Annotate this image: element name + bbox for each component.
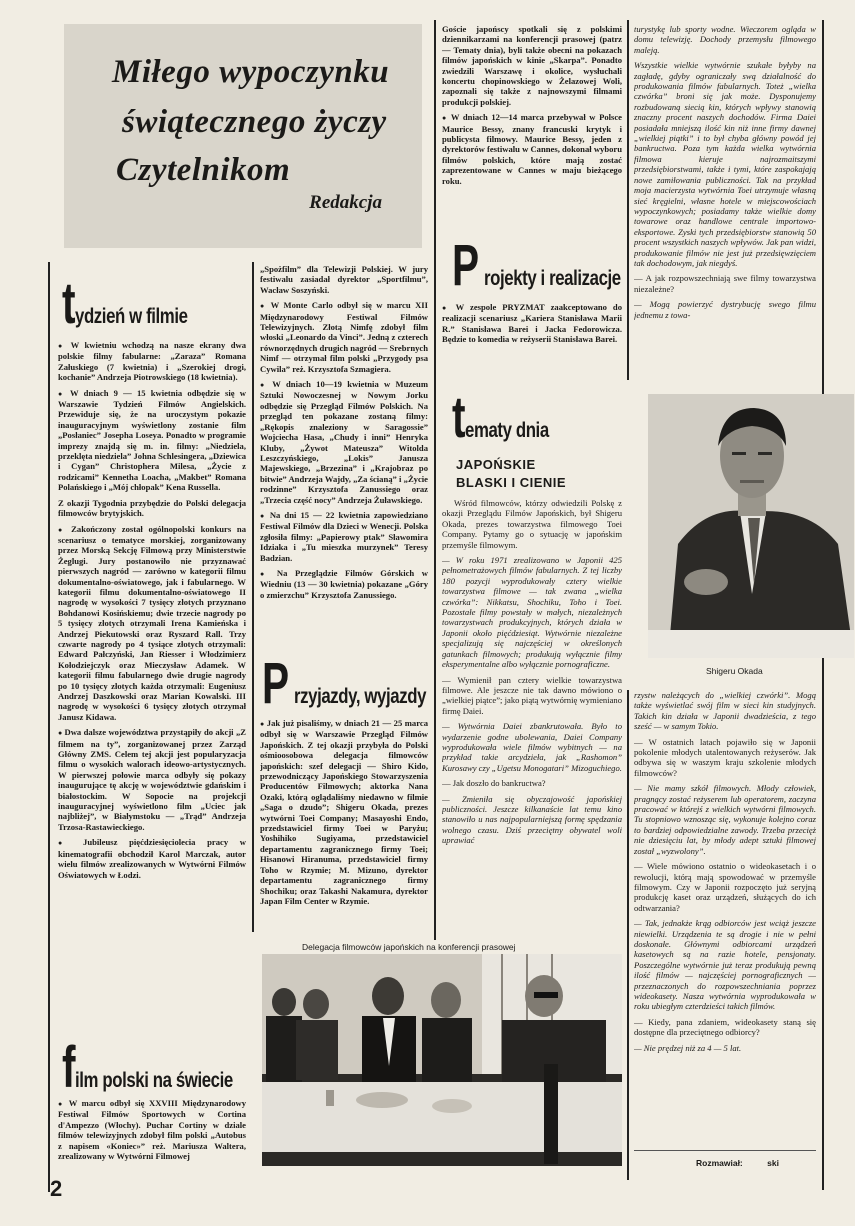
heading-initial: P xyxy=(262,651,289,716)
interview-answer: — Tak, jednakże krąg odbiorców jest wciąż jeszcze niewielki. Urządzenia te są drogie i nie w pełni doskonałe. Głównymi odbiorcami urządzeń kasetowych są na razie hotele, pensjonaty. Poszczególne wytwórnie już teraz produkują pewną ilość filmów — najczęściej pornograficznych — przeznaczonych do rozpowszechniania poprzez wideokasety. Nasza wytwórnia wyprodukowała w roku ubiegłym czterdzieści takich filmów. xyxy=(634,918,816,1012)
interview-intro: Wśród filmowców, którzy odwiedzili Polskę z okazji Przeglądu Filmów Japońskich, był Shigeru Okada, prezes towarzystwa filmowego Toei Company. Pytamy go o sytuację w japońskim przemyśle filmowym. xyxy=(442,498,622,550)
greeting-line-2: świątecznego życzy xyxy=(122,104,387,140)
news-paragraph: ● Dwa dalsze województwa przystąpiły do akcji „Z filmem na ty”, zorganizowanej przez Zarząd Główny ZMS. Celem tej akcji jest popularyzacja filmu o wysokich walorach ideowo-artystycznych. W pierwszej połowie marca odbyły się pokazy inaugurujące tę akcję w województwie gdańskim i białostockim. W Sopocie na projekcji inauguracyjnej wyświetlono film „Uciec jak najbliżej”, w Białymstoku — „Trąd” Andrzeja Trzosa-Rastawieckiego. xyxy=(58,727,246,832)
news-paragraph: ● W zespole PRYZMAT zaakceptowano do realizacji scenariusz „Kariera Stanisława Marii R.” Stanisława Barei i Jacka Fedorowicza. Będzie to komedia w reżyserii Stanisława Barei. xyxy=(442,302,622,345)
news-paragraph: ● W marcu odbył się XXVIII Międzynarodowy Festiwal Filmów Sportowych w Cortina d'Ampezzo (Włochy). Puchar Cortiny w dziale filmów telewizyjnych zdobył film polski „Autobus z napisem «Koniec»” reż. Mariusza Waltera, zrealizowany w Wytwórni Filmowej xyxy=(58,1098,246,1161)
interview-answer: — Zmieniła się obyczajowość japońskiej publiczności. Jeszcze kilkanaście lat temu kino stanowiło u nas najpopularniejszą formę spędzania wolnego czasu. Dziś przeciętny obywatel woli uprawiać xyxy=(442,793,622,846)
signoff-rule xyxy=(634,1150,816,1151)
column-projects xyxy=(442,302,622,364)
column-rule-2 xyxy=(434,20,436,940)
heading-text: rzyjazdy, wyjazdy xyxy=(294,685,427,708)
column-festivals xyxy=(260,264,428,620)
interview-question: — Kiedy, pana zdaniem, wideokasety staną się dostępne dla przeciętnego odbiorcy? xyxy=(634,1016,816,1038)
news-paragraph: ● W dniach 12—14 marca przebywał w Polsce Maurice Bessy, znany francuski krytyk i publicysta filmowy. Maurice Bessy, jeden z dyrektorów festiwalu w Cannes, dokonał wyboru filmów polskich, które mają zostać zaprezentowane w Cannes w maju bieżącego roku. xyxy=(442,112,622,186)
portrait-photo xyxy=(648,394,854,658)
heading-text: rojekty i realizacje xyxy=(484,267,621,290)
heading-initial: t xyxy=(62,271,76,336)
group-photo-caption: Delegacja filmowców japońskich na konferencji prasowej xyxy=(302,942,516,952)
news-paragraph: Z okazji Tygodnia przybędzie do Polski delegacja filmowców brytyjskich. xyxy=(58,497,246,519)
heading-initial: t xyxy=(452,385,466,450)
interview-answer: — Nie mamy szkół filmowych. Młody człowiek, pragnący zostać reżyserem lub operatorem, zaczyna pracować w którejś z wielkich wytwórni filmowych. Tu stopniowo wznosząc się, wykonuje kolejno coraz to bardziej odpowiedzialne zawody. Trzeba przecięż nie dziesięciu lat, by młody adept sztuki filmowej został „wyzwolony”. xyxy=(634,783,816,856)
interview-answer: Wszystkie wielkie wytwórnie szukałe byłyby na zagładę, gdyby ograniczały swą działalność do produkowania filmów fabularnych. Toteż „wielka czwórka” broni się jak może. Dysponujemy rozbudowaną siecią kin, których wpływy stanowią znaczny procent naszych dochodów. Firma Daiei posiadała mniejszą ilość kin niż inne firmy dawnej „wielkiej piątki” i to był chyba główny powód jej bankructwa. Poza tym każda wielka wytwórnia filmowa kieruje najrozmaitszymi przedsiębiorstwami, także i tymi, które zaspokajają nowe zamiłowania publiczności. Tak na przykład moja macierzysta wytwórnia Toei utrzymuje własną sieć kręgielni, własne hotele w miejscowościach wypoczynkowych; posiadamy także wielkie domy towarowe oraz handlowe centrale importowo-eksportowe. Zyski tych przedsiębiorstw stanowią 50 procent wszystkich naszych wpływów. Jak pan widzi, produkowanie filmów nie jest już przedsięwzięciem tak dochodowym, jak niegdyś. xyxy=(634,60,816,268)
column-week-in-film xyxy=(58,340,246,1022)
interviewer-name: ski xyxy=(767,1158,779,1168)
heading-polish-film-abroad xyxy=(62,1035,272,1100)
greeting-signature: Redakcja xyxy=(309,192,382,213)
interview-question: — Wiele mówiono ostatnio o wideokasetach i o rewolucji, którą mają spowodować w przemyśle filmowym. Czy w Japonii rozpoczęto już seryjną produkcję kaset oraz urządzeń, służących do ich odtwarzania? xyxy=(634,861,816,913)
news-paragraph: ● Na Przeglądzie Filmów Górskich w Wiedniu (13 — 30 kwietnia) pokazane „Góry o zmierzchu” Krzysztofa Zanussiego. xyxy=(260,568,428,600)
news-paragraph: ● Jak już pisaliśmy, w dniach 21 — 25 marca odbył się w Warszawie Przegląd Filmów Japońskich. Z tej okazji przybyła do Polski ośmioosobowa delegacja filmowców japońskich: szef delegacji — Shiro Kido, przewodniczący Japońskiego Stowarzyszenia Producentów Filmowych; aktorka Nana Ozaki, którą oglądaliśmy niedawno w filmie „Saga o dzudo”; Shigeru Okada, prezes wytwórni Toei Company; Masayoshi Endo, przedstawiciel firmy Toei w Paryżu; Yoshihiko Sugiyama, przedstawiciel departamentu zagranicznego firmy Toei; Hisanowi Hiranuma, przedstawiciel firmy Toho w Rzymie; M. Mizuno, dyrektor departamentu zagranicznego firmy Shochiku; oraz Takashi Nakamura, dyrektor Japan Film Center w Rzymie. xyxy=(260,718,428,906)
news-paragraph: ● W kwietniu wchodzą na nasze ekrany dwa polskie filmy fabularne: „Zaraza” Romana Załuskiego (7 kwietnia) i „Szerokiej drogi, kochanie” Andrzeja Piotrowskiego (18 kwietnia). xyxy=(58,340,246,383)
greeting-line-3: Czytelnikom xyxy=(116,152,291,188)
column-polish-film-abroad xyxy=(58,1098,246,1178)
news-paragraph: ● W dniach 10—19 kwietnia w Muzeum Sztuki Nowoczesnej w Nowym Jorku odbędzie się Przegląd Filmów Polskich. Na przegląd ten pokazane zostaną filmy: „Rękopis znaleziony w Saragossie” Wojciecha Hasa, „Chudy i inni” Henryka Kluby, „Żywot Mateusza” Witolda Leszczyńskiego, „Lokis” Janusza Majewskiego, „Brzezina” i „Krajobraz po bitwie” Andrzeja Wajdy, „Za ścianą” i „Życie rodzinne” Krzysztofa Zanussiego oraz „Trzecia część nocy” Andrzeja Żuławskiego. xyxy=(260,379,428,505)
page-number: 2 xyxy=(50,1176,63,1201)
heading-week-in-film xyxy=(62,271,216,336)
interview-question: — A jak rozpowszechniają swe filmy towarzystwa niezależne? xyxy=(634,273,816,294)
press-conference-illustration xyxy=(262,954,622,1166)
interview-question: — Wymienił pan cztery wielkie towarzystwa filmowe. Ale jeszcze nie tak dawno mówiono o „wielkiej piątce”; jako piątą wytwórnię wymieniano firmę Daiei. xyxy=(442,674,622,716)
interview-answer: — Mogą powierzyć dystrybucję swego filmu jednemu z towa- xyxy=(634,299,816,320)
interview-answer: — W roku 1971 zrealizowano w Japonii 425 pełnometrażowych filmów fabularnych. Z tej liczby 180 pozycji wyprodukowały cztery wielkie towarzystwa filmowe — tak zwana „wielka czwórka”: Nikkatsu, Shochiku, Toho i Toei. Pozostałe filmy powstały w małych, niezależnych towarzystwach produkcyjnych, których działa w Japonii około pięćdziesiąt. Wytwórnie niezależne specjalizują się najczęściej w określonych gatunkach filmowych; produkują wyłącznie filmy eksperymentalne albo wyłącznie pornograficzne. xyxy=(442,555,622,670)
interview-answer: turystykę lub sporty wodne. Wieczorem ogląda w domu telewizję. Dochody przemysłu filmowego maleją. xyxy=(634,24,816,55)
column-japanese-guests xyxy=(442,24,622,214)
column-rule-4 xyxy=(627,690,629,1180)
interview-question: — W ostatnich latach pojawiło się w Japonii pokolenie młodych utalentowanych reżyserów. Jak odbywa się w waszym kraju szkolenie młodych filmowców? xyxy=(634,736,816,778)
press-conference-photo xyxy=(262,954,622,1166)
portrait-caption: Shigeru Okada xyxy=(706,666,763,676)
heading-initial: f xyxy=(62,1035,76,1100)
column-interview-continued xyxy=(634,24,816,384)
interview-answer: rzystw należących do „wielkiej czwórki”. Mogą także wyświetlać swój film w sieci kin studyjnych. Takich kin działa w Japonii dwadzieścia, z tego sześć — w samym Tokio. xyxy=(634,690,816,732)
holiday-greeting-box xyxy=(64,24,422,248)
column-arrivals-departures xyxy=(260,718,428,944)
interviewer-signoff xyxy=(696,1158,779,1168)
greeting-line-1: Miłego wypoczynku xyxy=(112,54,390,90)
heading-arrivals-departures xyxy=(262,648,459,716)
news-paragraph: Goście japońscy spotkali się z polskimi dziennikarzami na konferencji prasowej (patrz — Tematy dnia), byli także obecni na pokazach filmów japońskich w kinie „Skarpa”. Ponadto zwiedzili Warszawę i okolice, wysłuchali koncertu chopinowskiego w Żelazowej Woli, zapoznali się także z najnowszymi filmami produkcji polskiej. xyxy=(442,24,622,107)
interview-question: — Jak doszło do bankructwa? xyxy=(442,778,546,789)
column-interview-start xyxy=(442,498,622,938)
article-subhead-1: JAPOŃSKIE xyxy=(456,457,536,472)
news-paragraph: ● Na dni 15 — 22 kwietnia zapowiedziano Festiwal Filmów dla Dzieci w Wenecji. Polska zgłosiła filmy: „Papierowy ptak” Sławomira Idziaka i „Tu mieszka murzynek” Teresy Badzian. xyxy=(260,510,428,563)
heading-text: ematy dnia xyxy=(464,419,549,442)
interviewer-label: Rozmawiał: xyxy=(696,1158,743,1168)
interview-answer: — Nie prędzej niż za 4 — 5 lat. xyxy=(634,1042,742,1053)
news-paragraph: ● Zakończony został ogólnopolski konkurs na scenariusz o tematyce morskiej, zorganizowany przez Morską Sekcję Filmową przy Ministerstwie Żeglugi. Jury postanowiło nie przyznawać pierwszych nagród — zarówno w kategorii filmu dokumentalno-oświatowego, jak i fabularnego. W kategorii filmu dokumentalno-oświatowego II nagrodę w wysokości 7 tysięcy złotych przyznano Bohdanowi Kosińskiemu; dwie trzecie nagrody po 5 tysięcy złotych otrzymali Irena Kamieńska i Andrzej Piekutowski oraz Ryszard Rall. Trzy czwarte nagrody po 4 tysiące złotych otrzymali: Edward Pałczyński, Jan Riesser i Włodzimierz Kołodziejczyk oraz Mieczysław Adamek. W kategorii filmu fabularnego dwie drugie nagrody po 10 tysięcy złotych każda otrzymali: Eugeniusz Andrzej Daszkowski oraz Marian Kowalski. III nagrodę w wysokości 6 tysięcy złotych otrzymał Janusz Kidawa. xyxy=(58,524,246,723)
column-rule-1 xyxy=(252,262,254,932)
heading-initial: P xyxy=(452,233,479,298)
column-rule-left xyxy=(48,262,50,1192)
interview-answer: — Wytwórnia Daiei zbankrutowała. Było to wydarzenie godne ubolewania, Daiei Company wyprodukowała wiele filmów wybitnych — na przykład takie arcydzieła, jak „Rashomon” Kurosawy czy „Ugetsu Monogatari” Mizoguchiego. xyxy=(442,721,622,773)
news-paragraph: ● W dniach 9 — 15 kwietnia odbędzie się w Warszawie Tydzień Filmów Angielskich. Przewiduje się, że na uroczystym pokazie inauguracyjnym wyświetlony zostanie film „Posłaniec” Josepha Loseya. Ponadto w programie imprezy znajdą się m. in. filmy: „Niedziela, przeklęta niedziela” Johna Schlesingera, „Dziewica i Cygan” Christophera Milesa, „Życie z rodzicami” Kennetha Loacha, „Makbet” Romana Polańskiego i „Mój chłopak” Kena Russella. xyxy=(58,388,246,493)
heading-text: ilm polski na świecie xyxy=(74,1069,233,1092)
heading-projects xyxy=(452,232,655,298)
news-paragraph: ● Jubileusz pięćdziesięciolecia pracy w kinematografii obchodził Karol Marczak, autor wielu filmów zrealizowanych w Wytwórni Filmów Oświatowych w Łodzi. xyxy=(58,837,246,880)
news-paragraph: ● W Monte Carlo odbył się w marcu XII Międzynarodowy Festiwal Filmów Telewizyjnych. Złotą Nimfę zdobył film włoski „Leonardo da Vinci”. Jedną z czterech równorzędnych drugich nagród — Srebrnych Nimf — otrzymał film polski „Przygody psa Cywila” reż. Krzysztofa Szmagiera. xyxy=(260,300,428,374)
portrait-illustration xyxy=(648,394,854,658)
column-interview-end xyxy=(634,690,816,1152)
heading-topics-of-the-day xyxy=(452,384,570,450)
heading-text: ydzień w filmie xyxy=(74,305,188,328)
column-rule-3 xyxy=(627,20,629,380)
article-subhead-2: BLASKI I CIENIE xyxy=(456,475,567,490)
news-paragraph: „Spożfilm” dla Telewizji Polskiej. W jury festiwalu zasiadał dyrektor „Sportfilmu”, Wacław Soszyński. xyxy=(260,264,428,295)
